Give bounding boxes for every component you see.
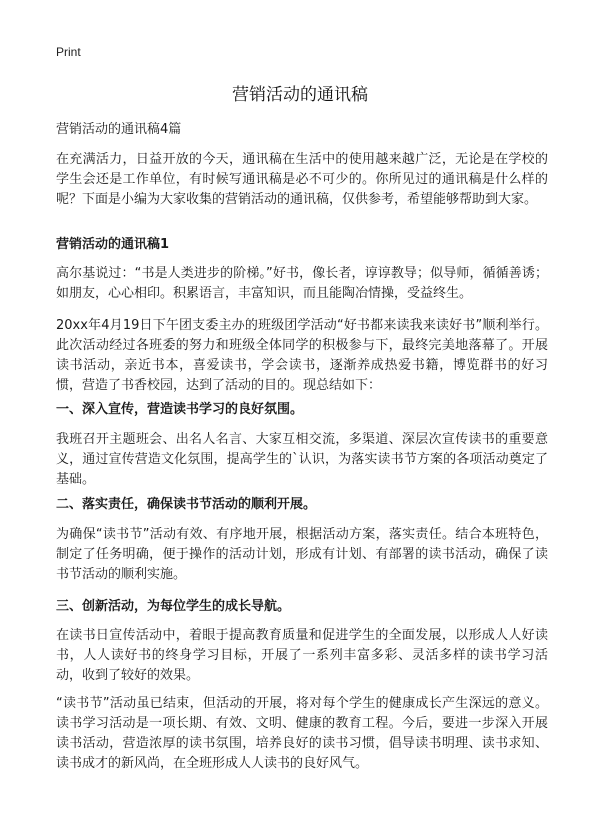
- paragraph-4: 为确保“读书节”活动有效、有序地开展，根据活动方案，落实责任。结合本班特色，制定了任务明确，便于操作的活动计划，形成有计划、有部署的读书活动，确保了读书节活动的顺利实施。: [56, 527, 548, 582]
- heading-1: 一、深入宣传，营造读书学习的良好氛围。: [56, 402, 304, 417]
- page-title: 营销活动的通讯稿: [232, 85, 368, 105]
- document-subtitle: 营销活动的通讯稿4篇: [56, 122, 182, 137]
- paragraph-3: 我班召开主题班会、出名人名言、大家互相交流，多渠道、深层次宣传读书的重要意义，通过宣传营造文化氛围，提高学生的`认识，为落实读书节方案的各项活动奠定了基础。: [56, 432, 548, 487]
- paragraph-6: “读书节”活动虽已结束，但活动的开展，将对每个学生的健康成长产生深远的意义。读书学习活动是一项长期、有效、文明、健康的教育工程。今后，要进一步深入开展读书活动，营造浓厚的读书氛围，培养良好的读书习惯，倡导读书明理、读书求知、读书成才的新风尚，在全班形成人人读书的良好风气。: [56, 696, 548, 771]
- heading-3: 三、创新活动，为每位学生的成长导航。: [56, 599, 291, 614]
- paragraph-5: 在读书日宣传活动中，着眼于提高教育质量和促进学生的全面发展，以形成人人好读书，人人读好书的终身学习目标，开展了一系列丰富多彩、灵活多样的读书学习活动，收到了较好的效果。: [56, 628, 548, 683]
- heading-2: 二、落实责任，确保读书节活动的顺利开展。: [56, 497, 317, 512]
- section-title: 营销活动的通讯稿1: [56, 237, 170, 252]
- paragraph-1: 高尔基说过：“书是人类进步的阶梯。”好书，像长者，谆谆教导；似导师，循循善诱；如朋友，心心相印。积累语言，丰富知识，而且能陶冶情操，受益终生。: [56, 266, 548, 301]
- intro-paragraph: 在充满活力，日益开放的今天，通讯稿在生活中的使用越来越广泛，无论是在学校的学生会还是工作单位，有时候写通讯稿是必不可少的。你所见过的通讯稿是什么样的呢？下面是小编为大家收集的营销活动的通讯稿，仅供参考，希望能够帮助到大家。: [56, 152, 548, 207]
- print-link[interactable]: Print: [56, 45, 81, 59]
- paragraph-2: 20xx年4月19日下午团支委主办的班级团学活动“好书都来读我来读好书”顺利举行。此次活动经过各班委的努力和班级全体同学的积极参与下，最终完美地落幕了。开展读书活动，亲近书本，喜爱读书，学会读书，逐渐养成热爱书籍，博览群书的好习惯，营造了书香校园，达到了活动的目的。现总结如下：: [56, 318, 548, 393]
